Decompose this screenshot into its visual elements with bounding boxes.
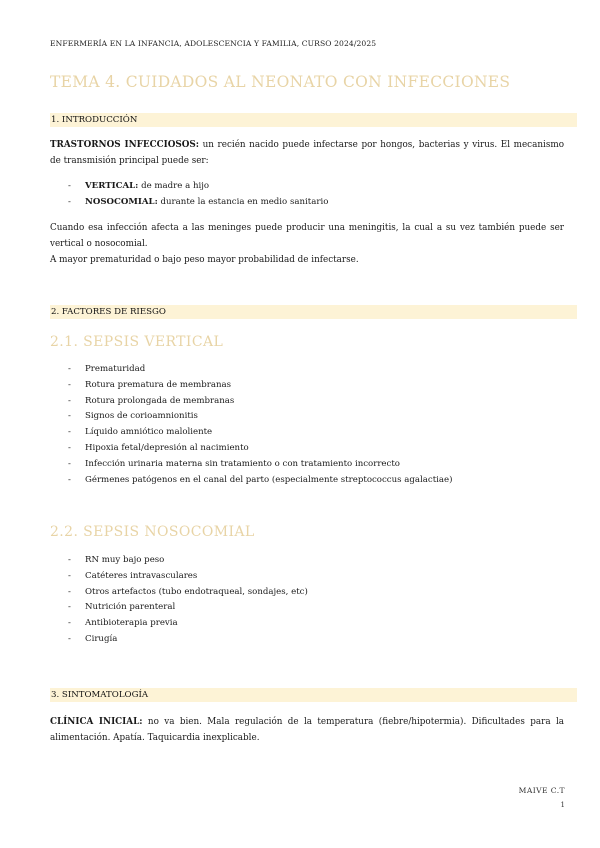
- term-vertical: VERTICAL:: [85, 181, 139, 191]
- list-item: - Signos de corioamnionitis: [68, 409, 452, 425]
- sepsis-vertical-list: [68, 362, 452, 488]
- list-item: - Rotura prolongada de membranas: [68, 394, 452, 410]
- symptoms-paragraph-text: no va bien. Mala regulación de la temperatura (fiebre/hipotermia). Dificultades para la alimentación. Apatía. Taquicardia inexplicable.: [50, 717, 564, 743]
- sepsis-nosocomial-list: [68, 553, 308, 648]
- symptoms-paragraph: [50, 714, 564, 746]
- section-heading-introduccion: 1. INTRODUCCIÓN: [50, 113, 577, 127]
- subsection-title-sepsis-vertical: 2.1. SEPSIS VERTICAL: [50, 334, 224, 350]
- intro-paragraph-meningitis: Cuando esa infección afecta a las meninges puede producir una meningitis, la cual a su vez también puede ser vertical o nosocomial.: [50, 223, 564, 249]
- footer-author: MAIVE C.T: [518, 786, 565, 795]
- term-trastornos-infecciosos: TRASTORNOS INFECCIOSOS:: [50, 140, 199, 150]
- intro-paragraph-prematuridad: A mayor prematuridad o bajo peso mayor probabilidad de infectarse.: [50, 255, 359, 265]
- section-heading-sintomatologia: 3. SINTOMATOLOGÍA: [50, 688, 577, 702]
- list-item: [68, 179, 328, 195]
- list-item-text: de madre a hijo: [138, 181, 210, 191]
- section-heading-factores-riesgo: 2. FACTORES DE RIESGO: [50, 305, 577, 319]
- course-header: ENFERMERÍA EN LA INFANCIA, ADOLESCENCIA Y FAMILIA, CURSO 2024/2025: [50, 39, 377, 48]
- intro-paragraph-trastornos: [50, 137, 564, 169]
- list-item: - Prematuridad: [68, 362, 452, 378]
- list-item: - Nutrición parenteral: [68, 600, 308, 616]
- list-item: - Antibioterapia previa: [68, 616, 308, 632]
- list-item: - Catéteres intravasculares: [68, 569, 308, 585]
- list-item: [68, 195, 328, 211]
- term-clinica-inicial: CLÍNICA INICIAL:: [50, 717, 143, 727]
- list-item-text: durante la estancia en medio sanitario: [157, 196, 329, 207]
- list-item: - Cirugía: [68, 632, 308, 648]
- page-number: 1: [560, 801, 565, 809]
- list-item: - RN muy bajo peso: [68, 553, 308, 569]
- intro-paragraph-text: un recién nacido puede infectarse por hongos, bacterias y virus. El mecanismo de transmisión principal puede ser:: [50, 140, 564, 166]
- list-item: - Gérmenes patógenos en el canal del parto (especialmente streptococcus agalactiae): [68, 473, 452, 489]
- list-item: - Otros artefactos (tubo endotraqueal, sondajes, etc): [68, 585, 308, 601]
- list-item: - Rotura prematura de membranas: [68, 378, 452, 394]
- term-nosocomial: NOSOCOMIAL:: [85, 196, 158, 207]
- list-item: - Líquido amniótico maloliente: [68, 425, 452, 441]
- transmission-list: [68, 179, 328, 211]
- list-item: - Infección urinaria materna sin tratamiento o con tratamiento incorrecto: [68, 457, 452, 473]
- page-title: TEMA 4. CUIDADOS AL NEONATO CON INFECCIONES: [50, 73, 511, 91]
- list-item: - Hipoxia fetal/depresión al nacimiento: [68, 441, 452, 457]
- subsection-title-sepsis-nosocomial: 2.2. SEPSIS NOSOCOMIAL: [50, 524, 255, 540]
